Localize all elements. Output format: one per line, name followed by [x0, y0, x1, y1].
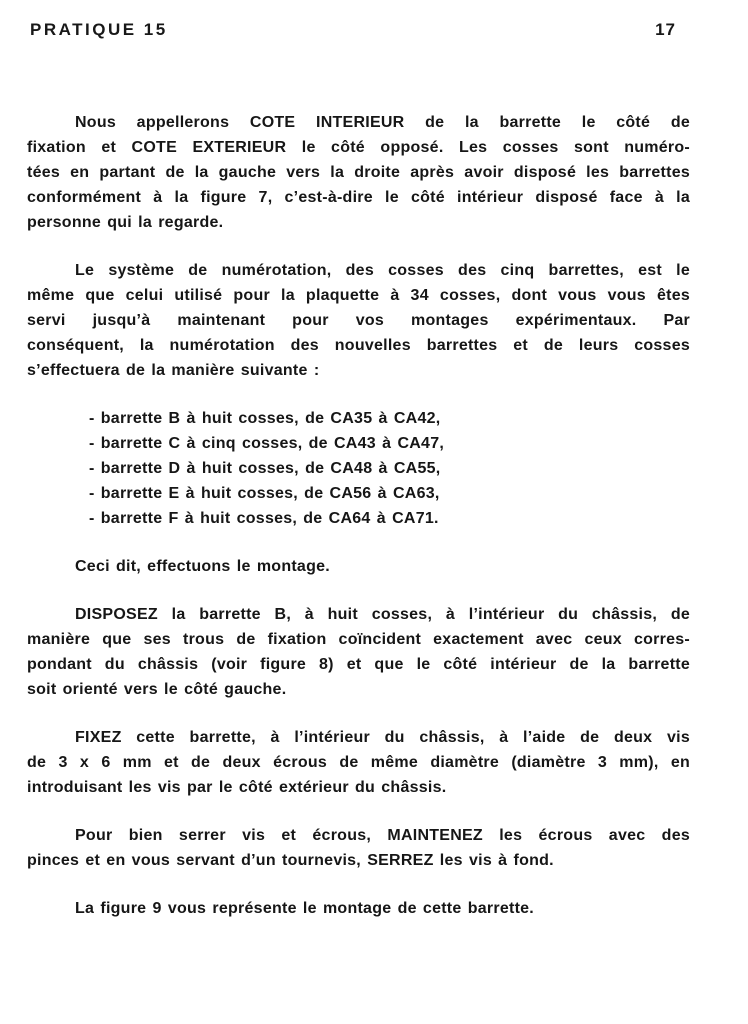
paragraph — [27, 258, 690, 383]
list-item: - barrette B à huit cosses, de CA35 à CA42, — [89, 410, 441, 427]
text-line: de 3 x 6 mm et de deux écrous de même diamètre (diamètre 3 mm), en — [27, 754, 690, 771]
barrette-list — [27, 406, 690, 531]
paragraph — [27, 725, 690, 800]
page-header — [30, 20, 676, 40]
text-line: même que celui utilisé pour la plaquette à 34 cosses, dont vous vous êtes — [27, 287, 690, 304]
text-line: manière que ses trous de fixation coïncident exactement avec ceux corres- — [27, 631, 690, 648]
text-line: Ceci dit, effectuons le montage. — [75, 558, 330, 575]
document-body — [27, 110, 690, 944]
text-line: conformément à la figure 7, c’est-à-dire le côté intérieur disposé face à la — [27, 189, 690, 206]
page-number: 17 — [655, 20, 676, 39]
text-line: introduisant les vis par le côté extérieur du châssis. — [27, 779, 447, 796]
text-line: Le système de numérotation, des cosses des cinq barrettes, est le — [75, 262, 690, 279]
text-line: Nous appellerons COTE INTERIEUR de la barrette le côté de — [75, 114, 690, 131]
paragraph — [27, 602, 690, 702]
text-line: FIXEZ cette barrette, à l’intérieur du châssis, à l’aide de deux vis — [75, 729, 690, 746]
text-line: Pour bien serrer vis et écrous, MAINTENEZ les écrous avec des — [75, 827, 690, 844]
text-line: soit orienté vers le côté gauche. — [27, 681, 287, 698]
list-item: - barrette F à huit cosses, de CA64 à CA71. — [89, 510, 439, 527]
paragraph — [27, 110, 690, 235]
text-line: La figure 9 vous représente le montage de cette barrette. — [75, 900, 534, 917]
text-line: servi jusqu’à maintenant pour vos montages expérimentaux. Par — [27, 312, 690, 329]
list-item: - barrette D à huit cosses, de CA48 à CA55, — [89, 460, 441, 477]
text-line: pondant du châssis (voir figure 8) et que le côté intérieur de la barrette — [27, 656, 690, 673]
text-line: conséquent, la numérotation des nouvelles barrettes et de leurs cosses — [27, 337, 690, 354]
paragraph — [27, 823, 690, 873]
text-line: pinces et en vous servant d’un tournevis, SERREZ les vis à fond. — [27, 852, 554, 869]
page-header-title: PRATIQUE 15 — [30, 20, 168, 39]
list-item: - barrette C à cinq cosses, de CA43 à CA47, — [89, 435, 445, 452]
paragraph — [27, 554, 690, 579]
text-line: tées en partant de la gauche vers la droite après avoir disposé les barrettes — [27, 164, 690, 181]
text-line: personne qui la regarde. — [27, 214, 224, 231]
list-item: - barrette E à huit cosses, de CA56 à CA63, — [89, 485, 440, 502]
paragraph — [27, 896, 690, 921]
text-line: s’effectuera de la manière suivante : — [27, 362, 320, 379]
text-line: fixation et COTE EXTERIEUR le côté opposé. Les cosses sont numéro- — [27, 139, 690, 156]
text-line: DISPOSEZ la barrette B, à huit cosses, à l’intérieur du châssis, de — [75, 606, 690, 623]
